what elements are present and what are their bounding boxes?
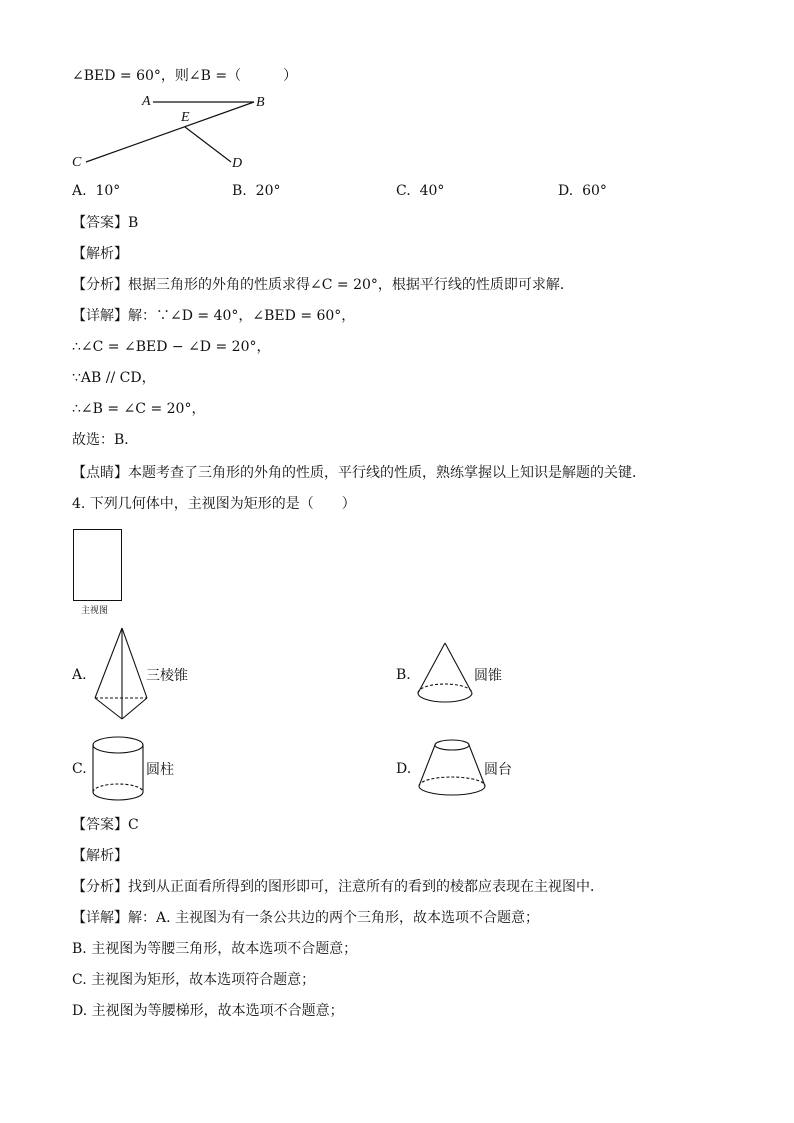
label-a: A: [142, 94, 151, 109]
q4-option-a-name: 三棱锥: [146, 668, 188, 684]
q4-detail-1: 【详解】解：A. 主视图为有一条公共边的两个三角形，故本选项不合题意；: [72, 910, 540, 926]
q3-detail-4: ∴∠B = ∠C = 20°，: [72, 401, 206, 417]
q4-option-c-letter: C.: [72, 761, 87, 777]
q3-option-b: B. 20°: [232, 183, 281, 199]
q4-stem: 4. 下列几何体中，主视图为矩形的是（ ）: [72, 496, 356, 512]
q3-option-a: A. 10°: [72, 183, 121, 199]
q4-analysis-head: 【解析】: [72, 848, 128, 864]
q4-option-d-name: 圆台: [484, 762, 512, 778]
q4-fenxi: 【分析】找到从正面看所得到的图形即可，注意所有的看到的棱都应表现在主视图中．: [72, 879, 604, 895]
q4-answer: 【答案】C: [72, 817, 139, 833]
q3-answer: 【答案】B: [72, 215, 139, 231]
q3-analysis-head: 【解析】: [72, 246, 128, 262]
q4-option-b-letter: B.: [396, 667, 411, 683]
label-b: B: [256, 95, 265, 110]
q3-detail-5: 故选：B．: [72, 432, 139, 448]
q3-stem-tail: ∠BED = 60°，则∠B =（ ）: [72, 68, 298, 84]
q3-option-d: D. 60°: [558, 183, 607, 199]
q3-detail-1: 【详解】解：∵∠D = 40°，∠BED = 60°，: [72, 308, 356, 324]
q4-option-b-name: 圆锥: [474, 668, 502, 684]
front-view-caption: 主视图: [81, 606, 109, 616]
q4-detail-2: B. 主视图为等腰三角形，故本选项不合题意；: [72, 941, 358, 957]
q3-detail-3: ∵AB // CD，: [72, 370, 156, 386]
q4-detail-3: C. 主视图为矩形，故本选项符合题意；: [72, 972, 316, 988]
label-c: C: [72, 155, 82, 170]
q3-dianjing: 【点睛】本题考查了三角形的外角的性质，平行线的性质，熟练掌握以上知识是解题的关键．: [72, 465, 646, 481]
q3-fenxi: 【分析】根据三角形的外角的性质求得∠C = 20°，根据平行线的性质即可求解．: [72, 277, 574, 293]
q3-detail-2: ∴∠C = ∠BED − ∠D = 20°，: [72, 339, 271, 355]
label-d: D: [232, 156, 243, 171]
q4-option-a-letter: A.: [72, 667, 87, 683]
q4-option-c-name: 圆柱: [146, 762, 174, 778]
label-e: E: [181, 110, 190, 125]
q3-option-c: C. 40°: [396, 183, 445, 199]
q4-detail-4: D. 主视图为等腰梯形，故本选项不合题意；: [72, 1003, 344, 1019]
q4-option-d-letter: D.: [396, 761, 412, 777]
